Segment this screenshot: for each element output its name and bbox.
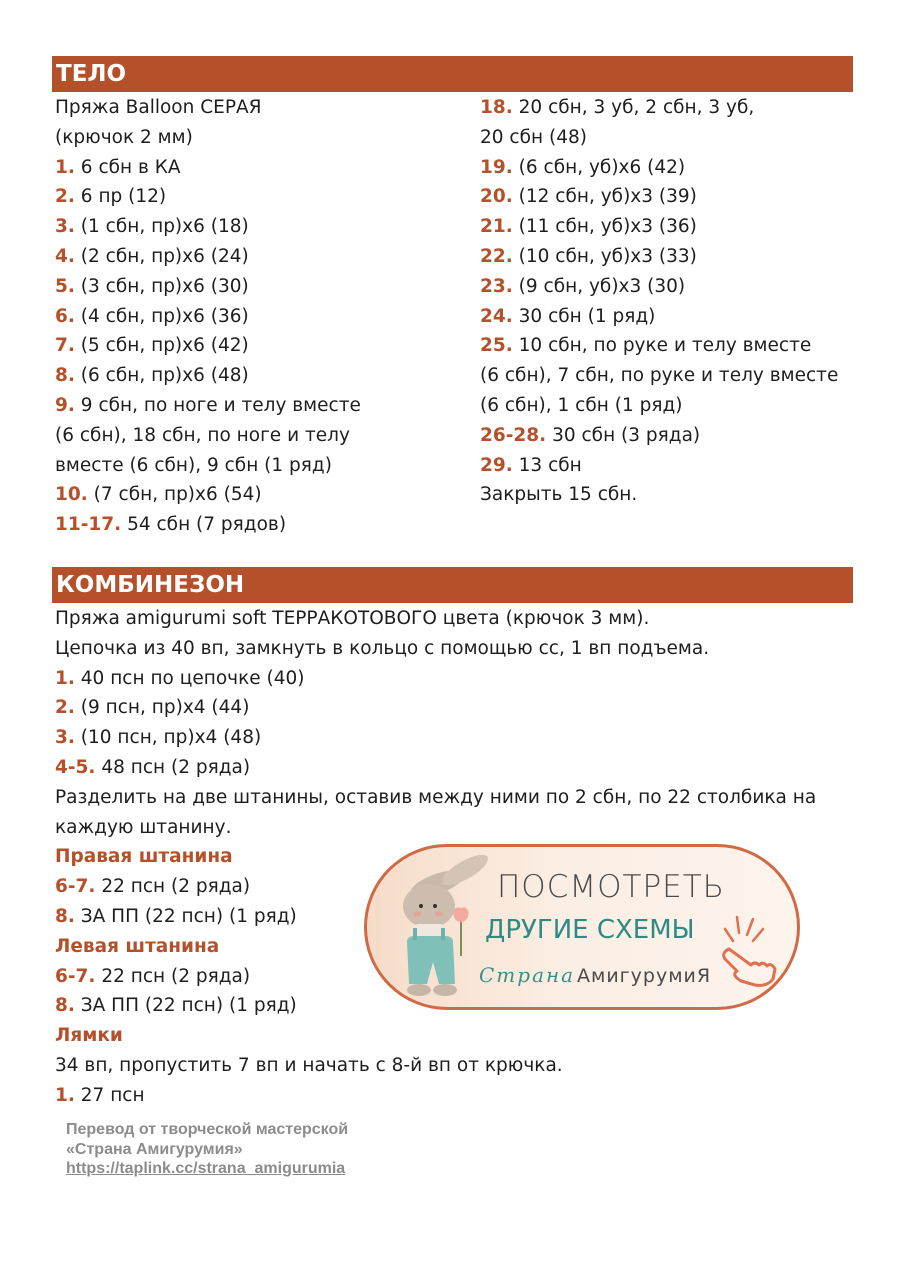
banner-line1: ПОСМОТРЕТЬ <box>497 869 725 905</box>
row-number: 20. <box>480 186 513 208</box>
banner-brand-caps: АмигурумиЯ <box>577 965 712 987</box>
row-number: 8. <box>55 995 75 1017</box>
row-number: 8. <box>55 365 75 387</box>
row-number: 2. <box>55 186 75 208</box>
row-number: 26-28. <box>480 424 547 446</box>
banner-line2: ДРУГИЕ СХЕМЫ <box>485 915 695 945</box>
row-text: 9 сбн, по ноге и телу вместе <box>74 394 361 416</box>
subheading: Лямки <box>55 1025 123 1047</box>
row-text: Пряжа Balloon СЕРАЯ <box>55 97 262 118</box>
instruction-line <box>55 153 361 183</box>
instruction-line <box>55 510 361 540</box>
row-number: 1. <box>55 667 75 689</box>
subheading: Левая штанина <box>55 935 220 957</box>
instruction-line <box>55 272 361 302</box>
row-text: 27 псн <box>74 1084 145 1106</box>
row-text: (крючок 2 мм) <box>55 126 193 148</box>
section-header-telo <box>52 56 853 92</box>
subheading: Правая штанина <box>55 846 233 868</box>
row-text: (10 псн, пр)х4 (48) <box>74 727 262 749</box>
instruction-line <box>55 753 816 783</box>
row-text: (9 сбн, уб)х3 (30) <box>512 275 686 297</box>
row-text: Цепочка из 40 вп, замкнуть в кольцо с помощью сс, 1 вп подъема. <box>55 637 710 659</box>
row-number: 5. <box>55 275 75 297</box>
row-number: 22. <box>480 245 513 267</box>
instruction-line <box>480 182 838 212</box>
row-text: Пряжа amigurumi soft ТЕРРАКОТОВОГО цвета (крючок 3 мм). <box>55 608 650 629</box>
instruction-line <box>480 331 838 361</box>
row-text: (6 сбн), 18 сбн, по ноге и телу <box>55 424 350 446</box>
instruction-line <box>55 723 816 753</box>
footer-line1: Перевод от творческой мастерской <box>66 1121 349 1138</box>
instruction-line <box>55 182 361 212</box>
instruction-line <box>55 1051 816 1081</box>
instruction-line <box>480 272 838 302</box>
row-text: Закрыть 15 сбн. <box>480 484 638 506</box>
instruction-line <box>55 664 816 694</box>
row-text: 20 сбн (48) <box>480 126 587 148</box>
footer-credits <box>66 1120 348 1179</box>
row-text: (5 сбн, пр)х6 (42) <box>74 335 249 357</box>
row-number: 29. <box>480 454 513 476</box>
instruction-line <box>55 1081 816 1111</box>
row-number: 8. <box>55 905 75 927</box>
row-number: 1. <box>55 1084 75 1106</box>
row-text: (7 сбн, пр)х6 (54) <box>87 484 262 506</box>
instruction-line <box>55 451 361 481</box>
row-number: 24. <box>480 305 513 327</box>
row-text: 6 сбн в КА <box>74 156 181 178</box>
row-text: 22 псн (2 ряда) <box>95 965 251 987</box>
instruction-line <box>55 302 361 332</box>
promo-banner[interactable] <box>364 844 800 1010</box>
row-text: (6 сбн, уб)х6 (42) <box>512 156 686 178</box>
row-text: каждую штанину. <box>55 816 232 838</box>
instruction-line <box>55 421 361 451</box>
row-text: 30 сбн (1 ряд) <box>512 305 656 327</box>
row-text: (10 сбн, уб)х3 (33) <box>512 245 697 267</box>
instruction-line <box>55 480 361 510</box>
footer-line2: «Страна Амигурумия» <box>66 1140 243 1158</box>
telo-left-column <box>55 93 361 540</box>
footer-link[interactable]: https://taplink.cc/strana_amigurumia <box>66 1160 346 1177</box>
row-text: Разделить на две штанины, оставив между ними по 2 сбн, по 22 столбика на <box>55 786 817 808</box>
row-text: (12 сбн, уб)х3 (39) <box>512 186 697 208</box>
row-number: 19. <box>480 156 513 178</box>
row-text: (6 сбн), 7 сбн, по руке и телу вместе <box>480 365 839 387</box>
row-text: вместе (6 сбн), 9 сбн (1 ряд) <box>55 454 332 476</box>
row-text: (4 сбн, пр)х6 (36) <box>74 305 249 327</box>
instruction-line <box>480 153 838 183</box>
row-number: 2. <box>55 697 75 719</box>
row-text: 34 вп, пропустить 7 вп и начать с 8-й вп от крючка. <box>55 1054 563 1076</box>
instruction-line <box>480 242 838 272</box>
banner-brand-script: Страна <box>479 963 576 987</box>
instruction-line <box>480 480 838 510</box>
instruction-line <box>480 391 838 421</box>
instruction-line <box>55 123 361 153</box>
row-number: 21. <box>480 216 513 238</box>
row-text: 30 сбн (3 ряда) <box>546 424 701 446</box>
instruction-line <box>55 604 816 634</box>
instruction-line <box>55 93 361 123</box>
row-text: 40 псн по цепочке (40) <box>74 667 305 689</box>
section-title: ТЕЛО <box>56 61 127 87</box>
instruction-line <box>55 331 361 361</box>
row-number: 7. <box>55 335 75 357</box>
row-text: 6 пр (12) <box>74 186 167 208</box>
row-text: (2 сбн, пр)х6 (24) <box>74 245 249 267</box>
row-text: (9 псн, пр)х4 (44) <box>74 697 250 719</box>
row-number: 3. <box>55 727 75 749</box>
telo-right-column <box>480 93 838 510</box>
row-text: (11 сбн, уб)х3 (36) <box>512 216 697 238</box>
pointing-hand-icon <box>707 909 787 989</box>
row-text: ЗА ПП (22 псн) (1 ряд) <box>74 995 297 1017</box>
row-text: (6 сбн, пр)х6 (48) <box>74 365 249 387</box>
row-text: 13 сбн <box>512 454 582 476</box>
instruction-line <box>480 212 838 242</box>
row-text: 22 псн (2 ряда) <box>95 876 251 898</box>
row-text: 48 псн (2 ряда) <box>95 756 251 778</box>
instruction-line <box>480 93 838 123</box>
row-number: 18. <box>480 97 513 118</box>
instruction-line <box>55 783 816 813</box>
row-text: 20 сбн, 3 уб, 2 сбн, 3 уб, <box>512 97 755 118</box>
row-number: 3. <box>55 216 75 238</box>
instruction-line <box>480 421 838 451</box>
row-number: 10. <box>55 484 88 506</box>
instruction-line <box>55 391 361 421</box>
instruction-line <box>480 451 838 481</box>
instruction-line <box>480 123 838 153</box>
row-number: 6-7. <box>55 876 96 898</box>
row-text: (1 сбн, пр)х6 (18) <box>74 216 249 238</box>
row-number: 23. <box>480 275 513 297</box>
row-text: (6 сбн), 1 сбн (1 ряд) <box>480 394 683 416</box>
instruction-line <box>480 302 838 332</box>
instruction-line <box>480 361 838 391</box>
instruction-line <box>55 212 361 242</box>
row-text: 54 сбн (7 рядов) <box>121 514 287 536</box>
instruction-line <box>55 242 361 272</box>
section-title: КОМБИНЕЗОН <box>56 572 245 598</box>
section-header-kombinezon <box>52 567 853 603</box>
row-number: 1. <box>55 156 75 178</box>
row-number: 4. <box>55 245 75 267</box>
instruction-line <box>55 361 361 391</box>
row-number: 4-5. <box>55 756 96 778</box>
row-number: 6. <box>55 305 75 327</box>
instruction-line <box>55 813 816 843</box>
row-text: ЗА ПП (22 псн) (1 ряд) <box>74 905 297 927</box>
row-number: 11-17. <box>55 514 122 536</box>
instruction-line <box>55 693 816 723</box>
row-text: 10 сбн, по руке и телу вместе <box>512 335 812 357</box>
row-number: 6-7. <box>55 965 96 987</box>
row-number: 25. <box>480 335 513 357</box>
instruction-line <box>55 634 816 664</box>
row-text: (3 сбн, пр)х6 (30) <box>74 275 249 297</box>
instruction-line <box>55 1021 816 1051</box>
row-number: 9. <box>55 394 75 416</box>
